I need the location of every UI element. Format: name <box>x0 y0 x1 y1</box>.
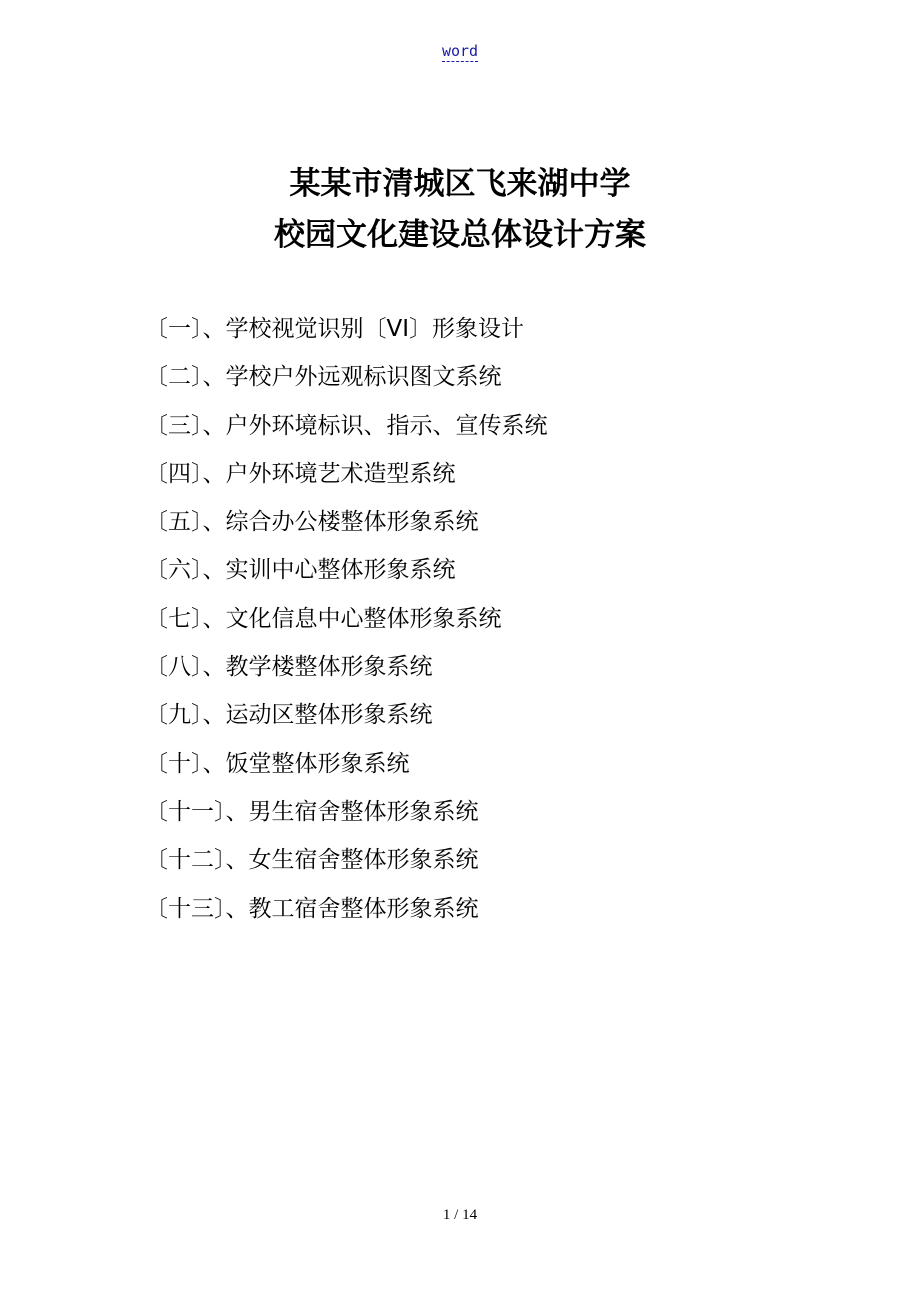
toc-item: 〔十三〕、教工宿舍整体形象系统 <box>145 895 479 922</box>
word-link[interactable]: word <box>441 42 479 60</box>
toc-item: 〔八〕、教学楼整体形象系统 <box>145 654 433 681</box>
toc-item: 〔十一〕、男生宿舍整体形象系统 <box>145 798 479 825</box>
toc-item: 〔四〕、户外环境艺术造型系统 <box>145 460 456 487</box>
toc-item: 〔十二〕、女生宿舍整体形象系统 <box>145 847 479 874</box>
toc-item: 〔三〕、户外环境标识、指示、宣传系统 <box>145 412 548 439</box>
toc-item: 〔五〕、综合办公楼整体形象系统 <box>145 509 479 536</box>
toc-item: 〔七〕、文化信息中心整体形象系统 <box>145 605 502 632</box>
toc-item: 〔十〕、饭堂整体形象系统 <box>145 750 410 777</box>
toc-item: 〔六〕、实训中心整体形象系统 <box>145 557 456 584</box>
page-header <box>0 41 920 61</box>
page-number: 1 / 14 <box>442 1207 478 1223</box>
toc-item: 〔二〕、学校户外远观标识图文系统 <box>145 364 502 391</box>
table-of-contents <box>145 310 548 938</box>
document-title-line-1: 某某市清城区飞来湖中学 <box>289 166 631 202</box>
toc-item: 〔九〕、运动区整体形象系统 <box>145 702 433 729</box>
toc-item: 〔一〕、学校视觉识别〔VI〕形象设计 <box>145 316 525 342</box>
document-title-line-2: 校园文化建设总体设计方案 <box>274 217 646 253</box>
